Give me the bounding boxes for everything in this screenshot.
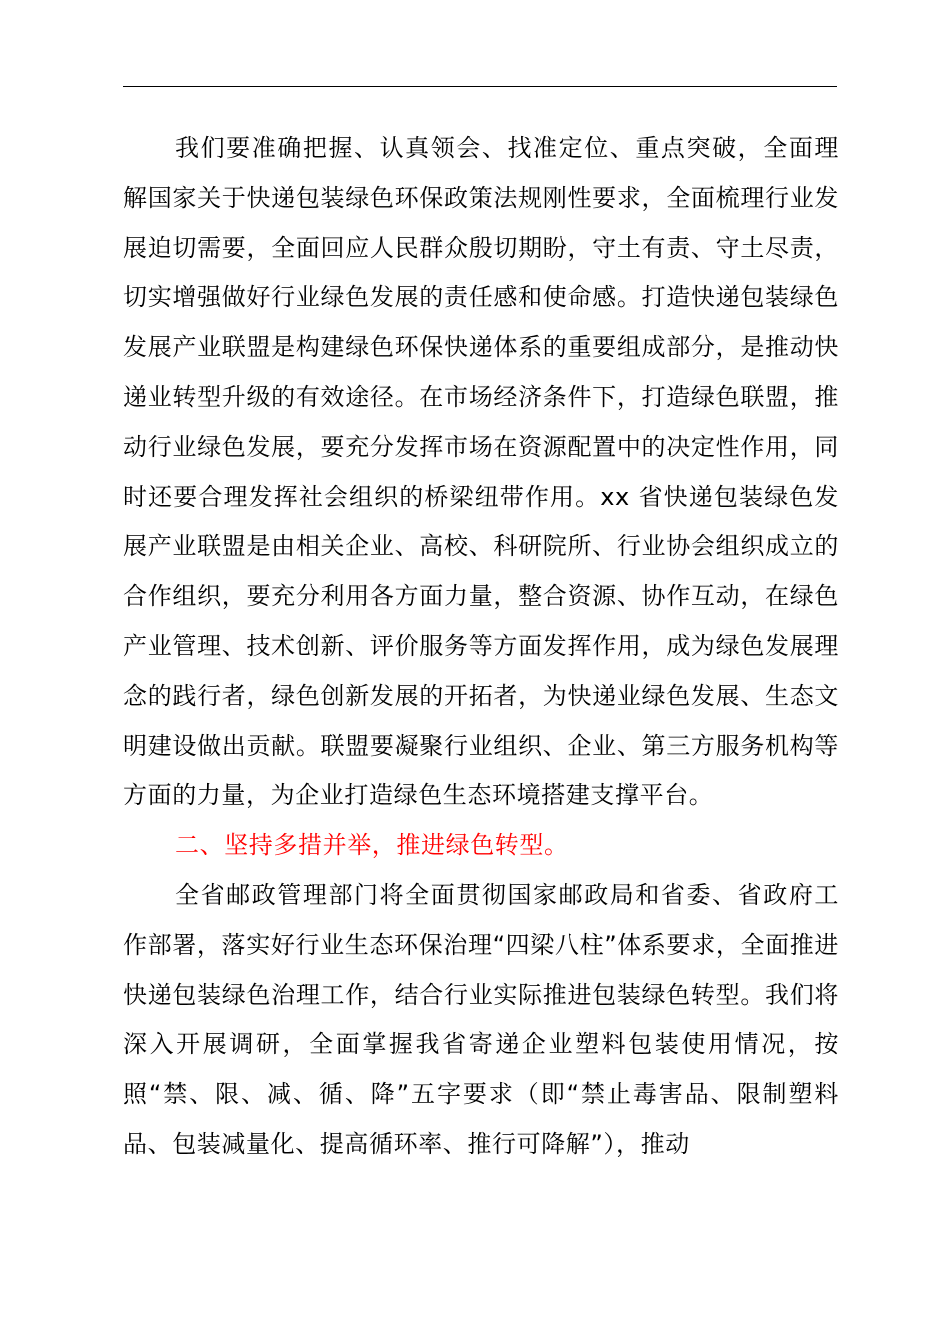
paragraph-1: 我们要准确把握、认真领会、找准定位、重点突破，全面理解国家关于快递包装绿色环保政策法规刚性要求，全面梳理行业发展迫切需要，全面回应人民群众殷切期盼，守土有责、守土尽责，切实增强做好行业绿色发展的责任感和使命感。打造快递包装绿色发展产业联盟是构建绿色环保快递体系的重要组成部分，是推动快递业转型升级的有效途径。在市场经济条件下，打造绿色联盟，推动行业绿色发展，要充分发挥市场在资源配置中的决定性作用，同时还要合理发挥社会组织的桥梁纽带作用。xx 省快递包装绿色发展产业联盟是由相关企业、高校、科研院所、行业协会组织成立的合作组织，要充分利用各方面力量，整合资源、协作互动，在绿色产业管理、技术创新、评价服务等方面发挥作用，成为绿色发展理念的践行者，绿色创新发展的开拓者，为快递业绿色发展、生态文明建设做出贡献。联盟要凝聚行业组织、企业、第三方服务机构等方面的力量，为企业打造绿色生态环境搭建支撑平台。: [123, 134, 839, 810]
paragraph-2: 全省邮政管理部门将全面贯彻国家邮政局和省委、省政府工作部署，落实好行业生态环保治理“四梁八柱”体系要求，全面推进快递包装绿色治理工作，结合行业实际推进包装绿色转型。我们将深入开展调研，全面掌握我省寄递企业塑料包装使用情况，按照“禁、限、减、循、降”五字要求（即“禁止毒害品、限制塑料品、包装减量化、提高循环率、推行可降解”），推动: [123, 880, 839, 1158]
header-rule: [123, 86, 837, 87]
document-body: [123, 124, 839, 1170]
section-heading-2: 二、坚持多措并举，推进绿色转型。: [175, 831, 569, 860]
